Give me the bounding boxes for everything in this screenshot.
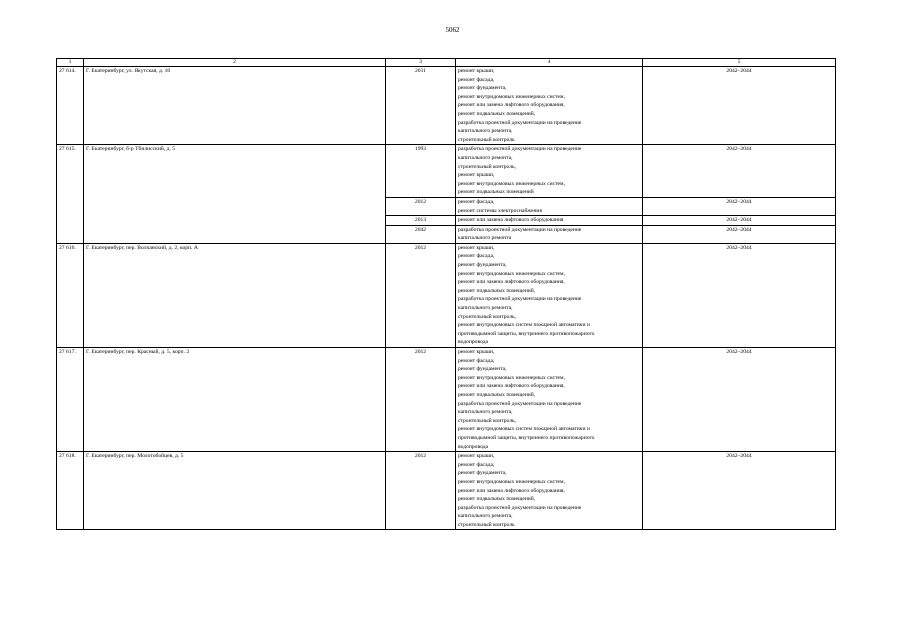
row-number: 27 618.	[57, 452, 84, 530]
work-item: ремонт крыши,	[458, 453, 495, 460]
address-cell: Г. Екатеринбург, пер. Волчанский, д. 2, корп. А	[84, 243, 386, 347]
work-item: капитального ремонта,	[458, 513, 513, 520]
table-row	[57, 348, 836, 452]
work-item: ремонт внутридомовых инженерных систем,	[458, 374, 565, 381]
column-header-1: 1	[57, 59, 84, 67]
works-cell	[456, 67, 643, 145]
header-row	[57, 59, 836, 67]
work-item: ремонт внутридомовых систем пожарной автоматики и	[458, 322, 590, 329]
deadline-cell: 2042–2044	[643, 67, 836, 145]
work-item: капитального ремонта,	[458, 409, 513, 416]
work-item: ремонт внутридомовых инженерных систем,	[458, 478, 565, 485]
work-item: ремонт или замена лифтового оборудования,	[458, 102, 565, 109]
work-item: разработка проектной документации на проведение	[458, 226, 582, 233]
column-header-2: 2	[84, 59, 386, 67]
work-item: водопровода	[458, 443, 489, 450]
work-item: капитального ремонта	[458, 235, 512, 242]
capital-repair-table	[56, 58, 836, 530]
work-item: ремонт фасада,	[458, 76, 495, 83]
work-item: ремонт подвальных помещений,	[458, 496, 536, 503]
work-item: ремонт или замена лифтового оборудования,	[458, 487, 565, 494]
deadline-cell: 2042–2044	[643, 225, 836, 243]
table-row	[57, 145, 836, 198]
work-item: ремонт фасада,	[458, 461, 495, 468]
works-cell	[456, 197, 643, 215]
works-cell	[456, 145, 643, 198]
works-cell	[456, 348, 643, 452]
work-item: ремонт фундамента,	[458, 262, 507, 269]
table-row	[57, 452, 836, 530]
work-item: ремонт или замена лифтового оборудования,	[458, 279, 565, 286]
column-header-3: 3	[386, 59, 456, 67]
work-item: капитального ремонта,	[458, 128, 513, 135]
work-item: разработка проектной документации на проведение	[458, 400, 582, 407]
work-item: строительный контроль,	[458, 417, 516, 424]
work-item: ремонт подвальных помещений	[458, 189, 534, 196]
deadline-cell: 2042–2044	[643, 348, 836, 452]
works-cell	[456, 452, 643, 530]
deadline-cell: 2042–2044	[643, 197, 836, 215]
year-cell: 2012	[386, 452, 456, 530]
row-number: 27 615.	[57, 145, 84, 244]
work-item: ремонт или замена лифтового оборудования	[458, 217, 564, 224]
works-cell	[456, 225, 643, 243]
work-item: ремонт подвальных помещений,	[458, 110, 536, 117]
row-number: 27 614.	[57, 67, 84, 145]
work-item: ремонт подвальных помещений,	[458, 287, 536, 294]
work-item: строительный контроль,	[458, 313, 516, 320]
column-header-5: 5	[643, 59, 836, 67]
work-item: ремонт внутридомовых инженерных систем,	[458, 93, 565, 100]
work-item: ремонт фасада,	[458, 357, 495, 364]
table-row	[57, 243, 836, 347]
work-item: ремонт внутридомовых инженерных систем,	[458, 180, 565, 187]
work-item: капитального ремонта,	[458, 154, 513, 161]
address-cell: Г. Екатеринбург, б-р Тбилисский, д. 5	[84, 145, 386, 244]
work-item: разработка проектной документации на проведение	[458, 146, 582, 153]
work-item: ремонт фундамента,	[458, 85, 507, 92]
work-item: ремонт крыши,	[458, 244, 495, 251]
address-cell: Г. Екатеринбург, ул. Якутская, д. 10	[84, 67, 386, 145]
work-item: ремонт системы электроснабжения	[458, 207, 542, 214]
works-cell	[456, 243, 643, 347]
work-item: строительный контроль,	[458, 163, 516, 170]
work-item: разработка проектной документации на проведение	[458, 504, 582, 511]
page-number: 5062	[445, 26, 460, 34]
address-cell: Г. Екатеринбург, пер. Молотобойцев, д. 5	[84, 452, 386, 530]
work-item: строительный контроль	[458, 521, 515, 528]
deadline-cell: 2042–2044	[643, 452, 836, 530]
work-item: ремонт фасада,	[458, 198, 495, 205]
year-cell: 2012	[386, 348, 456, 452]
table-row	[57, 67, 836, 145]
column-header-4: 4	[456, 59, 643, 67]
work-item: противодымной защиты, внутреннего противопожарного	[458, 434, 595, 441]
work-item: противодымной защиты, внутреннего противопожарного	[458, 330, 595, 337]
work-item: ремонт или замена лифтового оборудования,	[458, 383, 565, 390]
work-item: ремонт фундамента,	[458, 366, 507, 373]
work-item: ремонт подвальных помещений,	[458, 391, 536, 398]
work-item: ремонт внутридомовых систем пожарной автоматики и	[458, 426, 590, 433]
year-cell: 2012	[386, 197, 456, 215]
year-cell: 2011	[386, 67, 456, 145]
year-cell: 1993	[386, 145, 456, 198]
work-item: ремонт крыши,	[458, 68, 495, 74]
work-item: разработка проектной документации на проведение	[458, 296, 582, 303]
work-item: водопровода	[458, 339, 489, 346]
deadline-cell: 2042–2044	[643, 216, 836, 226]
row-number: 27 616.	[57, 243, 84, 347]
deadline-cell: 2042–2044	[643, 145, 836, 198]
work-item: ремонт внутридомовых инженерных систем,	[458, 270, 565, 277]
work-item: ремонт фундамента,	[458, 470, 507, 477]
year-cell: 2042	[386, 225, 456, 243]
work-item: ремонт фасада,	[458, 253, 495, 260]
deadline-cell: 2042–2044	[643, 243, 836, 347]
row-number: 27 617.	[57, 348, 84, 452]
year-cell: 2013	[386, 216, 456, 226]
work-item: капитального ремонта,	[458, 305, 513, 312]
work-item: ремонт крыши,	[458, 172, 495, 179]
work-item: разработка проектной документации на проведение	[458, 119, 582, 126]
works-cell	[456, 216, 643, 226]
address-cell: Г. Екатеринбург, пер. Красный, д. 5, корп. 2	[84, 348, 386, 452]
work-item: строительный контроль	[458, 136, 515, 143]
work-item: ремонт крыши,	[458, 349, 495, 355]
year-cell: 2012	[386, 243, 456, 347]
